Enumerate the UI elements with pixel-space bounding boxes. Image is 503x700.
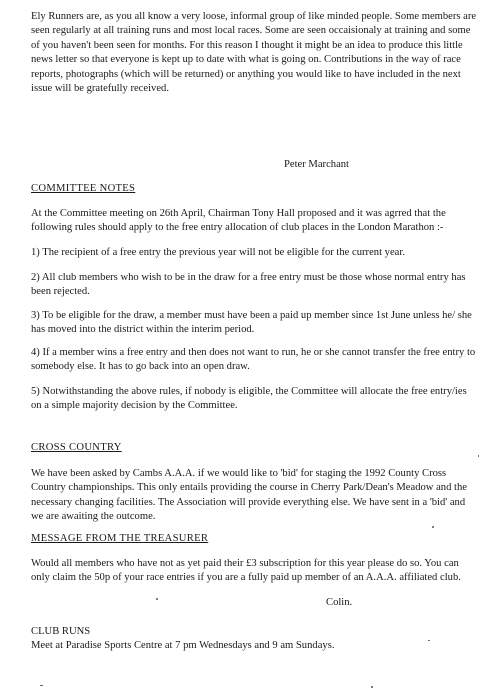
scan-speck: [478, 455, 479, 457]
committee-rule-5: 5) Notwithstanding the above rules, if nobody is eligible, the Committee will allocate the free entry/ies on a simple majority decision by the Committee.: [31, 386, 467, 412]
club-runs-heading: CLUB RUNS: [31, 626, 91, 637]
committee-rule-4: 4) If a member wins a free entry and then does not want to run, he or she cannot transfer the free entry to somebody else. It has to go back into an open draw.: [31, 347, 476, 373]
committee-heading: COMMITTEE NOTES: [31, 183, 136, 194]
intro-signature: Peter Marchant: [284, 158, 350, 170]
cross-country-body: We have been asked by Cambs A.A.A. if we would like to 'bid' for staging the 1992 County Cross Country championships. This only entails providing the course in Cherry Park/Dean's Meadow and the necessary changing facilities. The Association will provide everything else. We have sent in a 'bid' and we are awaiting the outcome.: [31, 468, 467, 523]
intro-paragraph: Ely Runners are, as you all know a very loose, informal group of like minded people. Some members are seen regularly at all training runs and most local races. Some are seen occaisionaly at training and some of you haven't been seen for months. For this reason I thought it might be an idea to produce this little news letter so that everyone is kept up to date with what is going on. Contributions in the way of race reports, photographs (which will be returned) or anything you would like to have included in the next issue will be gratefully received.: [31, 11, 477, 95]
scan-speck: [156, 598, 158, 600]
committee-rule-1: 1) The recipient of a free entry the previous year will not be eligible for the current year.: [31, 247, 405, 258]
cross-country-heading: CROSS COUNTRY: [31, 442, 122, 453]
treasurer-body: Would all members who have not as yet paid their £3 subscription for this year please do so. You can only claim the 50p of your race entries if you are a fully paid up member of an A.A.A. affiliated club.: [31, 558, 461, 584]
treasurer-signature: Colin.: [326, 596, 353, 608]
scan-speck: [371, 686, 373, 688]
committee-rule-2: 2) All club members who wish to be in the draw for a free entry must be those whose normal entry has been rejected.: [31, 272, 466, 298]
scan-speck: [40, 685, 43, 686]
scan-speck: [428, 640, 430, 641]
club-runs-body: Meet at Paradise Sports Centre at 7 pm Wednesdays and 9 am Sundays.: [31, 640, 335, 651]
committee-rule-3: 3) To be eligible for the draw, a member must have been a paid up member since 1st June unless he/ she has moved into the district within the interim period.: [31, 310, 472, 336]
committee-lead: At the Committee meeting on 26th April, Chairman Tony Hall proposed and it was agrred that the following rules should apply to the free entry allocation of club places in the London Marathon :-: [31, 208, 446, 234]
scan-speck: [432, 526, 434, 528]
treasurer-heading: MESSAGE FROM THE TREASURER: [31, 533, 209, 544]
